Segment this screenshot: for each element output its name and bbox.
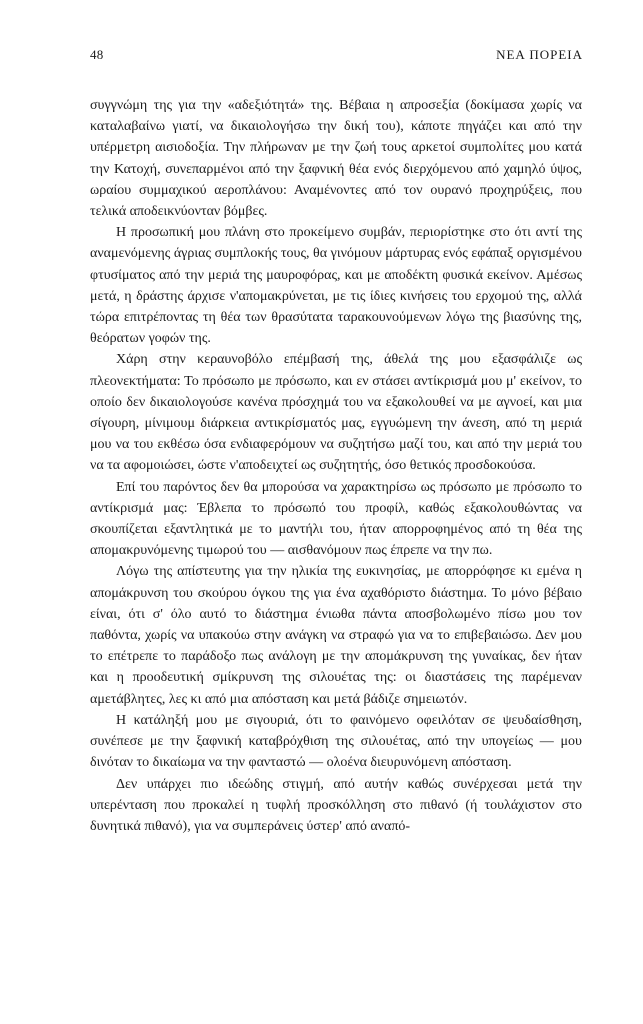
- paragraph: Η κατάληξή μου με σιγουριά, ότι το φαινόμενο οφειλόταν σε ψευδαίσθηση, συνέπεσε με την ξαφνική καταβρόχθιση της σιλουέτας, από την υπογείως — μου δινόταν το δικαίωμα να την φανταστώ — ολοένα διευρυνόμενη απόσταση.: [90, 712, 582, 771]
- paragraph: Η προσωπική μου πλάνη στο προκείμενο συμβάν, περιορίστηκε στο ότι αντί της αναμενόμενης άγριας συμπλοκής τους, θα γινόμουν μάρτυρας ενός εφάπαξ οργισμένου φτυσίματος από την μεριά της μαυροφόρας, και με αποδέκτη φυσικά εκείνον. Αμέσως μετά, η δράστης άρχισε ν'απομακρύνεται, με τις ίδιες κινήσεις του ερχομού της, αλλά τώρα επιτρέποντας τη θέα των θρασύτατα ταρακουνούμενων λόγω της βιασύνης της, θεόρατων γοφών της.: [90, 225, 582, 347]
- paragraph: Λόγω της απίστευτης για την ηλικία της ευκινησίας, με απορρόφησε κι εμένα η απομάκρυνση του σκούρου όγκου της για ένα αχαθόριστο διάστημα. Το μόνο βέβαιο είναι, ότι σ' όλο αυτό το διάστημα ένιωθα πάντα αποσβολωμένο πίσω μου τον παθόντα, χωρίς να υπακούω στην ανάγκη να στραφώ για να το επιβεβαιώσω. Δεν μου το επέτρεπε το παράδοξο πως ανάλογη με την απομάκρυνση της γυναίκας, δεν ήταν και η προοδευτική σμίκρυνση της σιλουέτας της: οι διαστάσεις της παρέμεναν αμετάβλητες, λες κι από μια απόσταση και μετά βάδιζε σημειωτόν.: [90, 564, 582, 707]
- page-header: [90, 47, 583, 67]
- paragraph-continues: Δεν υπάρχει πιο ιδεώδης στιγμή, από αυτήν καθώς συνέρχεσαι μετά την υπερένταση που προκαλεί η τυφλή προσκόλληση στο πιθανό (ή τουλάχιστον στο δυνητικά πιθανό), για να συμπεράνεις ύστερ' από αναπό-: [90, 776, 582, 834]
- body-text: [90, 95, 582, 837]
- paragraph-continued: συγγνώμη της για την «αδεξιότητά» της. Βέβαια η απροσεξία (δοκίμασα χωρίς να καταλαβαίνω γιατί, να δικαιολογήσω την δική του), κάποτε πηγάζει και από την υπέρμετρη αισιοδοξία. Την πλήρωναν με την ζωή τους αρκετοί συμπολίτες μου κατά την Κατοχή, συνεπαρμένοι από την ξαφνική θέα ενός διερχόμενου από χαμηλό ύψος, ωραίου συμμαχικού αεροπλάνου: Αναμένοντες από τον ουρανό προχηρύξεις, που τελικά αποδεικνύονταν βόμβες.: [90, 98, 582, 220]
- running-title: ΝΕΑ ΠΟΡΕΙΑ: [496, 47, 583, 62]
- page-number: 48: [90, 47, 104, 62]
- paragraph: Χάρη στην κεραυνοβόλο επέμβασή της, άθελά της μου εξασφάλιζε ως πλεονεκτήματα: Το πρόσωπο με πρόσωπο, και εν στάσει αντίκρισμά μου μ' εκείνον, το οποίο δεν δικαιολογούσε κανένα πρόσχημά του να εξακολουθεί να με αγνοεί, και μια σίγουρη, μίνιμουμ διάρκεια αντικρίσματός μας, εγγυώμενη την άνεση, από τη μεριά μου να του εκθέσω όσα ενδιαφερόμουν να συζητήσω μαζί του, και από την μεριά του να τα αφομοιώσει, ώστε ν'αποδειχτεί ως συζητητής, όσο θετικός προσδοκούσα.: [90, 352, 582, 474]
- paragraph: Επί του παρόντος δεν θα μπορούσα να χαρακτηρίσω ως πρόσωπο με πρόσωπο το αντίκρισμά μας: Έβλεπα το πρόσωπό του προφίλ, καθώς εξακολουθώντας να σκουπίζεται εξαντλητικά με το μαντήλι του, ήταν απορροφημένος από τη θέα της απομακρυνόμενης τιμωρού του — αισθανόμουν πως έπρεπε να την πω.: [90, 479, 582, 559]
